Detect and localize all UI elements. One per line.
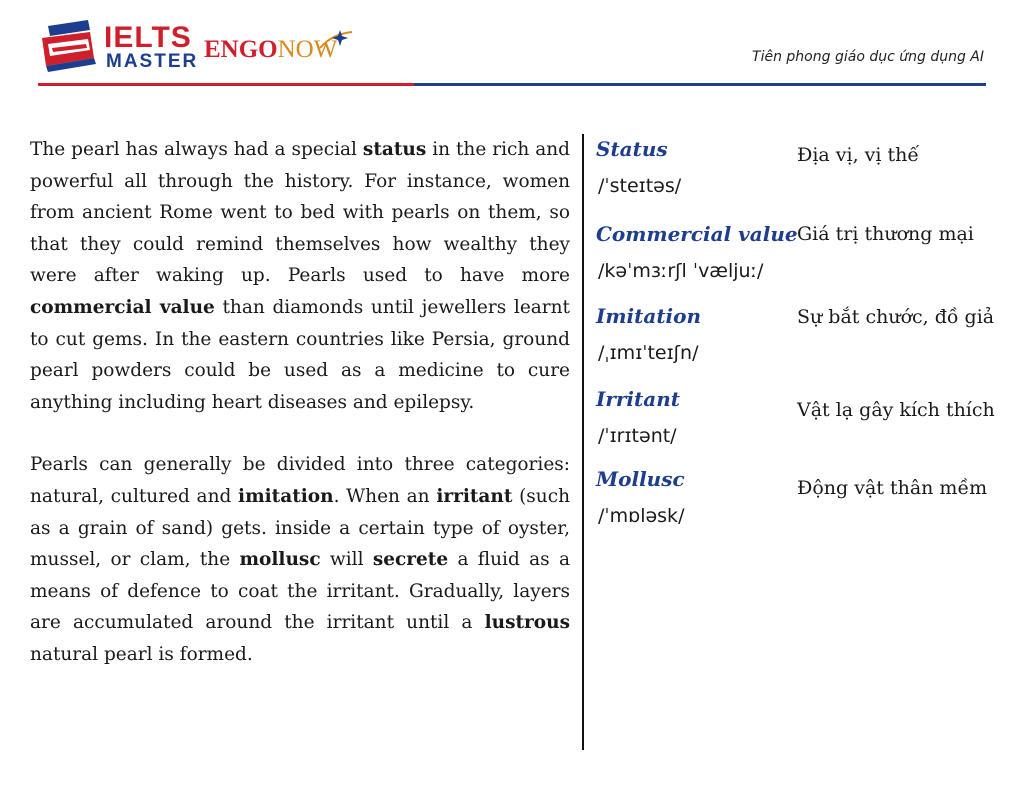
keyword-status: status (362, 139, 427, 160)
vocab-term: Irritant (596, 387, 681, 411)
vocab-term: Imitation (596, 304, 702, 328)
passage-text: in the rich and powerful all through the history. For instance, women from ancient Rome went to bed with pearls on them, so that they could remind themselves how wealthy they were after waking up. Pearls used to have more (30, 139, 570, 287)
keyword-commercial-value: commercial value (30, 296, 215, 318)
logo-ielts-text: IELTS (104, 21, 192, 54)
vocab-meaning: Giá trị thương mại (797, 223, 974, 245)
passage-text: Pearls can generally be divided into three categories: natural, cultured and (30, 454, 570, 507)
passage-text: . When an (333, 485, 437, 507)
tagline: Tiên phong giáo dục ứng dụng AI (752, 49, 984, 65)
logo-master-text: MASTER (106, 51, 199, 72)
passage-paragraph-1 (30, 134, 570, 418)
vocab-ipa: /ˈsteɪtəs/ (598, 175, 682, 197)
column-divider (582, 134, 584, 750)
keyword-secrete: secrete (372, 549, 449, 571)
keyword-imitation: imitation (238, 485, 334, 507)
passage-text: The pearl has always had a special (30, 139, 363, 160)
vocab-term: Mollusc (596, 467, 685, 491)
passage-text: (such as a grain of sand) gets. inside a certain type of oyster, mussel, or clam, the (30, 485, 570, 571)
engonow-logo-now: NOW (277, 36, 338, 63)
passage-text: a fluid as a means of defence to coat the irritant. Gradually, layers are accumulated around the irritant until a (30, 549, 570, 634)
vocabulary-list (596, 0, 1024, 792)
keyword-mollusc: mollusc (239, 549, 321, 571)
vocab-meaning: Động vật thân mềm (797, 477, 988, 499)
passage-text: than diamonds until jewellers learnt to cut gems. In the eastern countries like Persia, ground pearl powders could be used as a medicine to cure anything including heart diseases and epilepsy. (30, 296, 570, 413)
vocab-meaning: Sự bắt chước, đồ giả (797, 306, 995, 328)
vocab-ipa: /kəˈmɜːrʃl ˈvæljuː/ (598, 260, 764, 282)
vocab-ipa: /ˈɪrɪtənt/ (598, 425, 677, 447)
passage-text: natural pearl is formed. (30, 643, 253, 665)
passage-text: will (320, 549, 373, 571)
keyword-lustrous: lustrous (484, 612, 570, 634)
header-rule-red (38, 83, 414, 86)
vocab-meaning: Địa vị, vị thế (797, 144, 920, 166)
vocab-term: Status (596, 137, 668, 161)
ielts-master-logo-icon (38, 18, 102, 76)
sparkle-icon (318, 28, 358, 50)
passage-paragraph-2 (30, 449, 570, 670)
vocab-term: Commercial value (596, 222, 798, 246)
vocab-meaning: Vật lạ gây kích thích (797, 399, 995, 421)
vocab-ipa: /ˌɪmɪˈteɪʃn/ (598, 342, 699, 364)
reading-passage (30, 134, 570, 671)
engonow-logo-engo: ENGO (204, 36, 278, 63)
keyword-irritant: irritant (436, 485, 513, 507)
vocab-ipa: /ˈmɒləsk/ (598, 505, 685, 527)
